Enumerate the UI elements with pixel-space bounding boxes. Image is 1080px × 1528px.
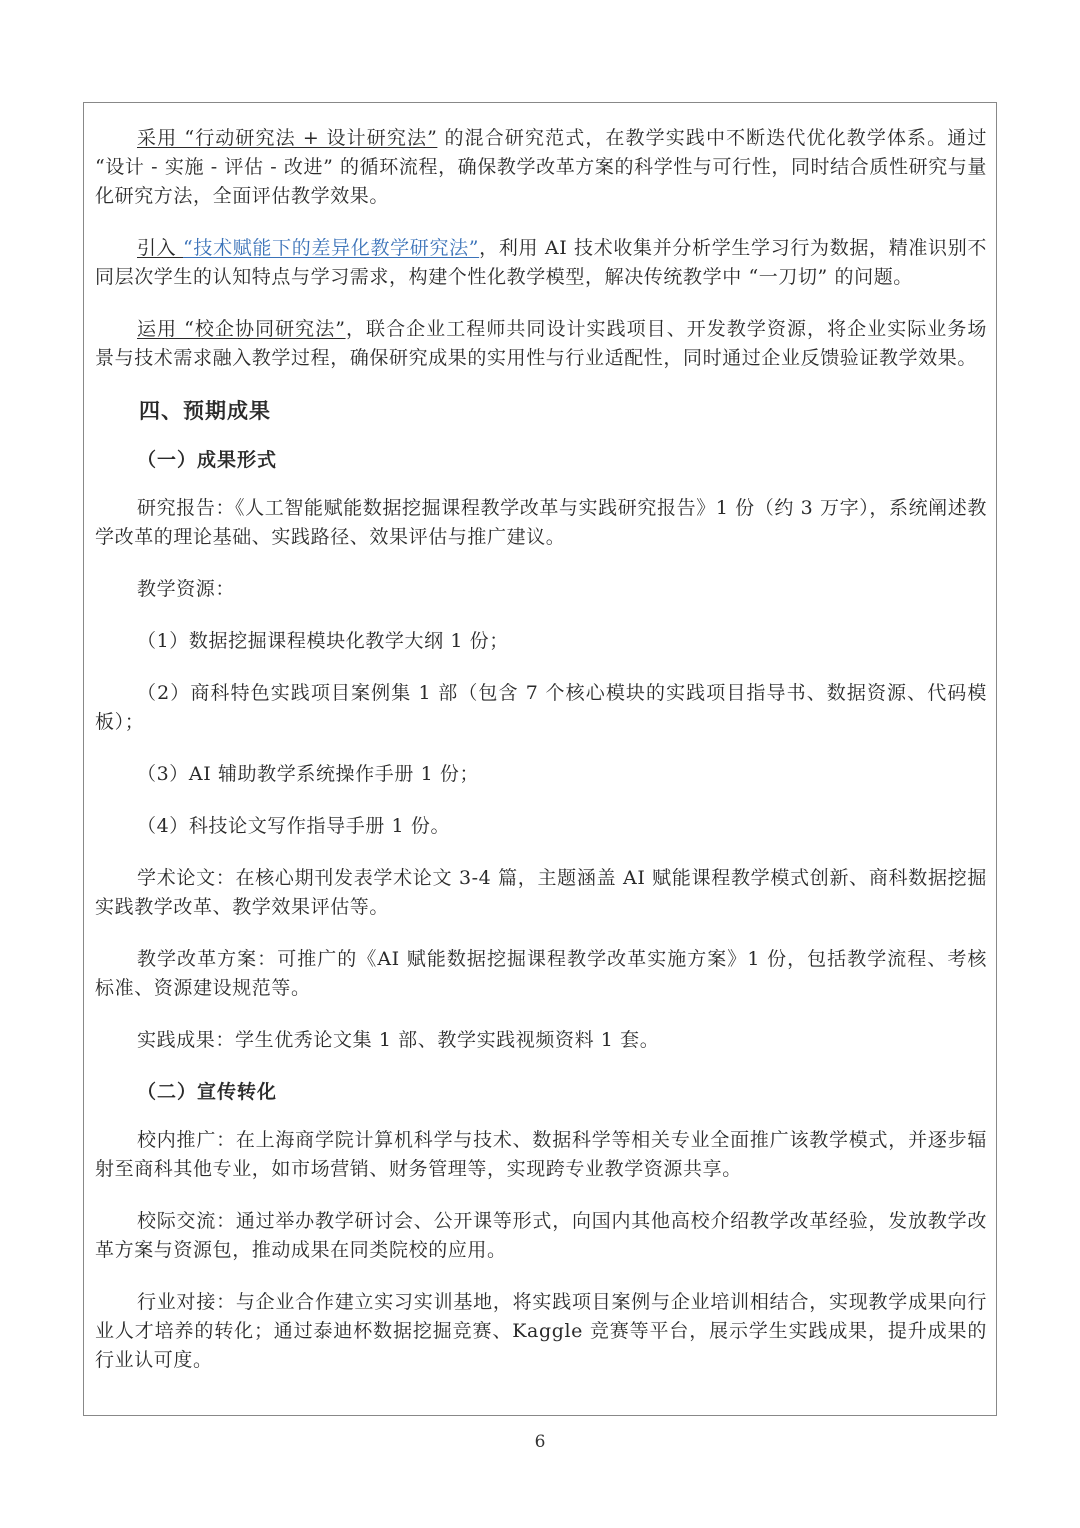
resource-item-case-collection: （2）商科特色实践项目案例集 1 部（包含 7 个核心模块的实践项目指导书、数据资源、代码模板）； — [95, 682, 987, 733]
subsection-heading-result-forms: （一）成果形式 — [137, 449, 278, 471]
paragraph-body: ，利用 AI 技术收集并分析学生学习行为数据，精准识别不同层次学生的认知特点与学习需求，构建个性化教学模型，解决传统教学中 “一刀切” 的问题。 — [95, 237, 987, 288]
paragraph-body: 的混合研究范式，在教学实践中不断迭代优化教学体系。通过 “设计 - 实施 - 评估 - 改进” 的循环流程，确保教学改革方案的科学性与可行性，同时结合质性研究与量化研究方法，全面评估教学效果。 — [95, 127, 987, 207]
resource-item-writing-guide: （4）科技论文写作指导手册 1 份。 — [137, 815, 451, 837]
method-differentiated-teaching-link[interactable]: “技术赋能下的差异化教学研究法” — [183, 237, 480, 259]
intro-prefix: 引入 — [137, 237, 184, 259]
promotion-item-inter-school: 校际交流：通过举办教学研讨会、公开课等形式，向国内其他高校介绍教学改革经验，发放教学改革方案与资源包，推动成果在同类院校的应用。 — [95, 1210, 987, 1261]
result-item-reform-plan: 教学改革方案：可推广的《AI 赋能数据挖掘课程教学改革实施方案》1 份，包括教学流程、考核标准、资源建设规范等。 — [95, 948, 987, 999]
promotion-item-industry: 行业对接：与企业合作建立实习实训基地，将实践项目案例与企业培训相结合，实现教学成果向行业人才培养的转化；通过泰迪杯数据挖掘竞赛、Kaggle 竞赛等平台，展示学生实践成果，提升成果的行业认可度。 — [95, 1291, 987, 1371]
result-item-teaching-resources: 教学资源： — [137, 578, 236, 600]
resource-item-ai-manual: （3）AI 辅助教学系统操作手册 1 份； — [137, 763, 480, 785]
method-action-design-research: 采用 “行动研究法 + 设计研究法” — [137, 127, 438, 149]
subsection-heading-promotion: （二）宣传转化 — [137, 1081, 278, 1103]
result-item-research-report: 研究报告：《人工智能赋能数据挖掘课程教学改革与实践研究报告》1 份（约 3 万字），系统阐述教学改革的理论基础、实践路径、效果评估与推广建议。 — [95, 497, 987, 548]
result-item-practice-outcomes: 实践成果：学生优秀论文集 1 部、教学实践视频资料 1 套。 — [137, 1029, 660, 1051]
result-item-academic-papers: 学术论文：在核心期刊发表学术论文 3-4 篇，主题涵盖 AI 赋能课程教学模式创新、商科数据挖掘实践教学改革、教学效果评估等。 — [95, 867, 987, 918]
promotion-item-campus: 校内推广：在上海商学院计算机科学与技术、数据科学等相关专业全面推广该教学模式，并逐步辐射至商科其他专业，如市场营销、财务管理等，实现跨专业教学资源共享。 — [95, 1129, 987, 1180]
page-content — [95, 124, 987, 1398]
paragraph-body: ，联合企业工程师共同设计实践项目、开发教学资源，将企业实际业务场景与技术需求融入教学过程，确保研究成果的实用性与行业适配性，同时通过企业反馈验证教学效果。 — [95, 318, 987, 369]
paragraph-differentiated-teaching — [95, 234, 987, 292]
page-number: 6 — [534, 1432, 546, 1452]
section-heading-expected-results: 四、预期成果 — [139, 399, 271, 423]
resource-item-syllabus: （1）数据挖掘课程模块化教学大纲 1 份； — [137, 630, 509, 652]
method-school-enterprise: 运用 “校企协同研究法” — [137, 318, 346, 340]
paragraph-action-research — [95, 124, 987, 211]
paragraph-school-enterprise — [95, 315, 987, 373]
